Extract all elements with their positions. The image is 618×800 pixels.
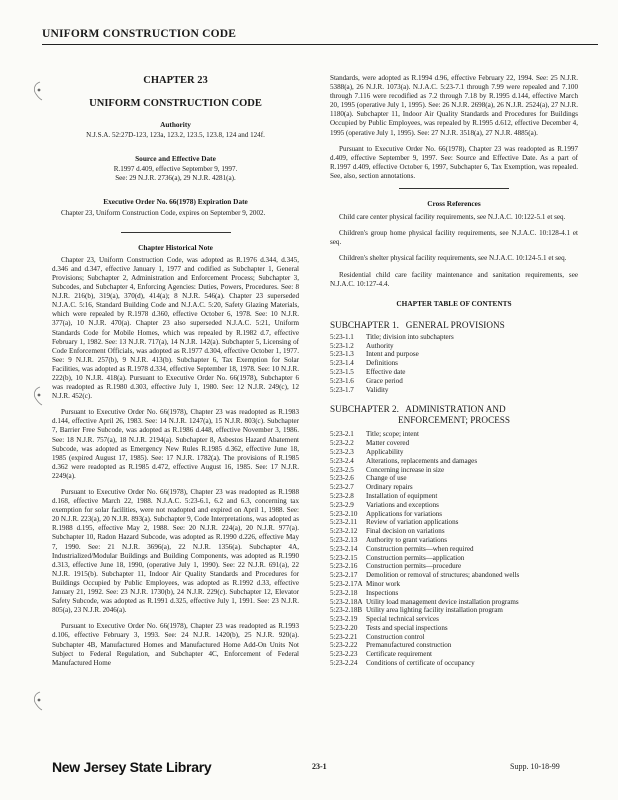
toc-entry	[330, 342, 578, 351]
history-continued: Pursuant to Executive Order No. 66(1978), Chapter 23 was readopted as R.1997 d.409, effective September 9, 1997. See: Source and Effective Date. As a part of R.1997 d.409, effective October 6, 1997, Subchapter 6, Tax Exemption, was repealed. See, also, section annotations.	[330, 144, 578, 180]
toc-entry	[330, 536, 578, 545]
toc-section-number: 5:23-2.17	[330, 571, 358, 580]
toc-entry	[330, 350, 578, 359]
toc-entry	[330, 562, 578, 571]
toc-section-title: Validity	[366, 385, 389, 394]
toc-entry	[330, 386, 578, 395]
punch-hole-mark	[30, 690, 44, 712]
subchapter-2-heading-line2: ENFORCEMENT; PROCESS	[397, 415, 511, 426]
toc-section-number: 5:23-2.9	[330, 500, 354, 509]
toc-section-number: 5:23-2.18A	[330, 597, 363, 606]
toc-section-number: 5:23-1.3	[330, 350, 354, 359]
expiration-heading: Executive Order No. 66(1978) Expiration Date	[103, 197, 248, 207]
toc-section-number: 5:23-1.7	[330, 385, 354, 394]
toc-section-number: 5:23-2.5	[330, 465, 354, 474]
toc-section-title: Change of use	[366, 474, 407, 483]
toc-entry	[330, 589, 578, 598]
source-text: R.1997 d.409, effective September 9, 1997. See: 29 N.J.R. 2736(a), 29 N.J.R. 4281(a).	[113, 165, 238, 183]
toc-entry	[330, 624, 578, 633]
library-stamp: New Jersey State Library	[52, 759, 212, 775]
toc-entry	[330, 527, 578, 536]
toc-section-title: Minor work	[366, 579, 401, 588]
toc-section-title: Review of variation applications	[366, 518, 459, 527]
toc-section-title: Effective date	[366, 367, 406, 376]
toc-section-title: Authority to grant variations	[366, 535, 447, 544]
toc-entry	[330, 633, 578, 642]
subchapter-1-toc	[330, 333, 578, 395]
toc-section-number: 5:23-2.10	[330, 509, 358, 518]
toc-section-number: 5:23-2.17A	[330, 579, 363, 588]
toc-section-title: Utility load management device installation programs	[366, 597, 519, 606]
toc-section-title: Concerning increase in size	[366, 465, 445, 474]
toc-section-title: Construction control	[366, 632, 425, 641]
history-continued: Standards, were adopted as R.1994 d.96, effective February 22, 1994. See: 25 N.J.R. 5388(a), 26 N.J.R. 1073(a). N.J.A.C. 5:23-7.1 through 7.99 were repealed and 7.100 through 7.116 were recodified as 7.2 through 7.18 by R.1995 d.144, effective March 20, 1995 (operative July 1, 1995). See: 26 N.J.R. 2698(a), 26 N.J.R. 2524(a), 27 N.J.R. 1180(a). Subchapter 11, Indoor Air Quality Standards and Procedures for Buildings Occupied by Public Employees, was repealed by R.1995 d.612, effective December 4, 1995 (operative July 1, 1995). See: 27 N.J.R. 3518(a), 27 N.J.R. 4885(a).	[330, 74, 578, 137]
toc-section-title: Utility area lighting facility installation program	[366, 606, 503, 615]
toc-section-number: 5:23-2.24	[330, 659, 358, 668]
toc-section-title: Inspections	[366, 588, 399, 597]
history-heading: Chapter Historical Note	[138, 242, 213, 252]
toc-section-number: 5:23-2.7	[330, 483, 354, 492]
toc-entry	[330, 545, 578, 554]
toc-section-title: Premanufactured construction	[366, 641, 452, 650]
toc-entry	[330, 474, 578, 483]
toc-entry	[330, 483, 578, 492]
toc-section-number: 5:23-2.12	[330, 527, 358, 536]
subchapter-2-heading	[330, 404, 578, 426]
toc-section-number: 5:23-2.20	[330, 623, 358, 632]
running-head: UNIFORM CONSTRUCTION CODE	[42, 28, 237, 40]
toc-entry	[330, 650, 578, 659]
subchapter-2-heading-line1: SUBCHAPTER 2. ADMINISTRATION AND	[330, 404, 506, 415]
toc-entry	[330, 430, 578, 439]
authority-text: N.J.S.A. 52:27D-123, 123a, 123.2, 123.5, 123.8, 124 and 124f.	[86, 131, 265, 140]
cross-reference-item: Children's shelter physical facility requirements, see N.J.A.C. 10:124-5.1 et seq.	[339, 254, 567, 263]
toc-section-number: 5:23-1.2	[330, 341, 354, 350]
toc-section-number: 5:23-2.18B	[330, 606, 363, 615]
cross-references-heading: Cross References	[427, 199, 481, 209]
toc-entry	[330, 439, 578, 448]
toc-section-title: Alterations, replacements and damages	[366, 456, 478, 465]
toc-entry	[330, 580, 578, 589]
toc-section-title: Definitions	[366, 359, 398, 368]
expiration-text: Chapter 23, Uniform Construction Code, expires on September 9, 2002.	[61, 208, 266, 217]
toc-entry	[330, 333, 578, 342]
history-paragraph: Pursuant to Executive Order No. 66(1978), Chapter 23 was readopted as R.1993 d.106, effective February 3, 1993. See: 24 N.J.R. 1420(b), 25 N.J.R. 920(a). Subchapter 4B, Manufactured Homes and Manufactured Home Add-On Units Not Subject to Federal Regulation, and Subchapter 4C, Enforcement of Federal Manufactured Home	[52, 622, 299, 667]
toc-section-title: Final decision on variations	[366, 527, 445, 536]
authority-heading: Authority	[160, 120, 191, 129]
toc-section-number: 5:23-2.21	[330, 632, 358, 641]
toc-section-title: Matter covered	[366, 439, 410, 448]
toc-section-number: 5:23-2.1	[330, 430, 354, 439]
toc-section-title: Authority	[366, 341, 394, 350]
supplement-date: Supp. 10-18-99	[510, 762, 560, 771]
toc-section-title: Construction permits—when required	[366, 544, 474, 553]
toc-section-title: Tests and special inspections	[366, 623, 448, 632]
toc-section-number: 5:23-2.15	[330, 553, 358, 562]
toc-section-number: 5:23-1.1	[330, 332, 354, 341]
toc-section-title: Intent and purpose	[366, 350, 419, 359]
cross-reference-item: Residential child care facility maintenance and sanitation requirements, see N.J.A.C. 10:127-4.4.	[330, 270, 578, 288]
cross-reference-item: Children's group home physical facility requirements, see N.J.A.C. 10:128-4.1 et seq.	[330, 229, 578, 247]
toc-entry	[330, 510, 578, 519]
source-section	[52, 154, 299, 183]
section-rule	[399, 188, 509, 189]
toc-section-title: Grace period	[366, 376, 403, 385]
toc-section-title: Title; scope; intent	[366, 430, 419, 439]
toc-section-number: 5:23-2.2	[330, 439, 354, 448]
toc-section-title: Conditions of certificate of occupancy	[366, 659, 475, 668]
toc-section-number: 5:23-2.22	[330, 641, 358, 650]
toc-section-number: 5:23-2.3	[330, 447, 354, 456]
toc-entry	[330, 466, 578, 475]
toc-section-number: 5:23-1.4	[330, 359, 354, 368]
toc-section-title: Demolition or removal of structures; abandoned wells	[366, 571, 520, 580]
subchapter-2-toc	[330, 430, 578, 668]
toc-section-number: 5:23-2.13	[330, 535, 358, 544]
toc-entry	[330, 571, 578, 580]
toc-section-number: 5:23-2.11	[330, 518, 358, 527]
history-paragraph: Pursuant to Executive Order No. 66(1978), Chapter 23 was readopted as R.1983 d.144, effective April 26, 1983. See: 14 N.J.R. 1247(a), 15 N.J.R. 803(c). Subchapter 7, Barrier Free Subcode, was adopted as R.1986 d.448, effective November 3, 1986. See: 18 N.J.R. 757(a), 18 N.J.R. 2194(a). Subchapter 8, Asbestos Hazard Abatement Subcode, was adopted as Emergency New Rules R.1985 d.362, effective June 18, 1985 (expired August 17, 1985). See: 17 N.J.R. 1782(a). The provisions of R.1985 d.362 were readopted as R.1985 d.472, effective August 16, 1985. See: 17 N.J.R. 2249(a).	[52, 408, 299, 480]
toc-entry	[330, 598, 578, 607]
history-paragraph: Chapter 23, Uniform Construction Code, was adopted as R.1976 d.344, d.345, d.346 and d.347, effective January 1, 1977 and codified as Subchapter 1, General Provisions; Subchapter 2, Administration and Enforcement Process; Subchapter 3, Subcodes, and Subchapter 4, Enforcing Agencies: Duties, Powers, Procedures. See: 8 N.J.R. 216(b), 319(a), 370(d), 414(a); 8 N.J.R. 546(a). Chapter 23 superseded N.J.A.C. 5:16, Standard Building Code and N.J.A.C. 5:20, Safety Glazing Materials, which were repealed by R.1978 d.360, effective October 6, 1978. See: 10 N.J.R. 377(a), 10 N.J.R. 470(a). Chapter 23 also superseded N.J.A.C. 5:21, Uniform Standards Code for Mobile Homes, which was repealed by R.1982 d.7, effective February 1, 1982. See: 13 N.J.R. 717(a), 14 N.J.R. 142(a). Subchapter 5, Licensing of Code Enforcement Officials, was adopted as R.1977 d.304, effective October 1, 1977. See: 9 N.J.R. 257(b), 9 N.J.R. 413(b). Subchapter 6, Tax Exemption for Solar Facilities, was adopted as R.1978 d.334, effective September 18, 1978. See: 10 N.J.R. 222(b), 10 N.J.R. 418(a). Pursuant to Executive Order No. 66(1978), Subchapter 6 was readopted as R.1980 d.303, effective July 1, 1980. See: 12 N.J.R. 249(c), 12 N.J.R. 452(c).	[52, 255, 299, 401]
history-paragraph: Pursuant to Executive Order No. 66(1978), Chapter 23 was readopted as R.1988 d.168, effective March 22, 1988. N.J.A.C. 5:23-6.1, 6.2 and 6.3, concerning tax exemption for solar facilities, were not readopted and expired on April 1, 1988. See: 20 N.J.R. 223(a), 20 N.J.R. 893(a). Subchapter 9, Code Interpretations, was adopted as R.1988 d.195, effective May 2, 1988. See: 20 N.J.R. 224(a), 20 N.J.R. 977(a). Subchapter 10, Radon Hazard Subcode, was adopted as R.1990 d.226, effective May 7, 1990. See: 21 N.J.R. 3696(a), 22 N.J.R. 1356(a). Subchapter 4A, Industrialized/Modular Buildings and Building Components, was adopted as R.1990 d.313, effective June 18, 1990, (operative July 1, 1990). See: 22 N.J.R. 691(a), 22 N.J.R. 1915(b). Subchapter 11, Indoor Air Quality Standards and Procedures for Buildings Occupied by Public Employees, was adopted as R.1992 d.33, effective January 21, 1992. See: 23 N.J.R. 1730(b), 24 N.J.R. 229(c). Subchapter 12, Elevator Safety Subcode, was adopted as R.1991 d.325, effective July 1, 1991. See: 23 N.J.R. 805(a), 23 N.J.R. 2046(a).	[52, 488, 299, 615]
toc-entry	[330, 377, 578, 386]
section-rule	[121, 232, 231, 233]
left-column	[52, 74, 299, 675]
subchapter-1-heading: SUBCHAPTER 1. GENERAL PROVISIONS	[330, 319, 505, 330]
toc-entry	[330, 448, 578, 457]
toc-section-title: Construction permits—application	[366, 553, 465, 562]
toc-entry	[330, 606, 578, 615]
toc-section-number: 5:23-2.18	[330, 588, 358, 597]
toc-entry	[330, 554, 578, 563]
toc-section-title: Installation of equipment	[366, 491, 438, 500]
toc-section-number: 5:23-1.6	[330, 376, 354, 385]
toc-section-title: Applications for variations	[366, 509, 443, 518]
page-number: 23-1	[312, 762, 327, 771]
toc-entry	[330, 501, 578, 510]
toc-heading: CHAPTER TABLE OF CONTENTS	[396, 298, 512, 308]
chapter-label: CHAPTER 23	[143, 75, 208, 86]
toc-section-number: 5:23-2.4	[330, 456, 354, 465]
punch-hole-mark	[30, 80, 44, 102]
toc-section-title: Applicability	[366, 447, 404, 456]
toc-section-title: Certificate requirement	[366, 650, 432, 659]
toc-entry	[330, 492, 578, 501]
chapter-name: UNIFORM CONSTRUCTION CODE	[89, 98, 262, 109]
toc-entry	[330, 641, 578, 650]
toc-section-number: 5:23-2.6	[330, 474, 354, 483]
expiration-section	[52, 197, 299, 217]
right-column	[330, 74, 578, 672]
toc-section-number: 5:23-2.23	[330, 650, 358, 659]
header-rule	[42, 44, 598, 45]
cross-reference-item: Child care center physical facility requirements, see N.J.A.C. 10:122-5.1 et seq.	[339, 213, 566, 222]
toc-section-title: Ordinary repairs	[366, 483, 413, 492]
toc-entry	[330, 518, 578, 527]
source-heading: Source and Effective Date	[135, 154, 216, 164]
toc-section-number: 5:23-2.19	[330, 615, 358, 624]
toc-entry	[330, 359, 578, 368]
toc-entry	[330, 615, 578, 624]
punch-hole-mark	[30, 385, 44, 407]
toc-entry	[330, 368, 578, 377]
toc-section-title: Construction permits—procedure	[366, 562, 462, 571]
toc-section-title: Variations and exceptions	[366, 500, 439, 509]
toc-section-number: 5:23-2.14	[330, 544, 358, 553]
authority-section	[52, 120, 299, 140]
toc-section-number: 5:23-2.8	[330, 491, 354, 500]
toc-section-number: 5:23-2.16	[330, 562, 358, 571]
toc-section-title: Title; division into subchapters	[366, 332, 454, 341]
toc-section-number: 5:23-1.5	[330, 367, 354, 376]
toc-entry	[330, 457, 578, 466]
toc-section-title: Special technical services	[366, 615, 439, 624]
toc-entry	[330, 659, 578, 668]
